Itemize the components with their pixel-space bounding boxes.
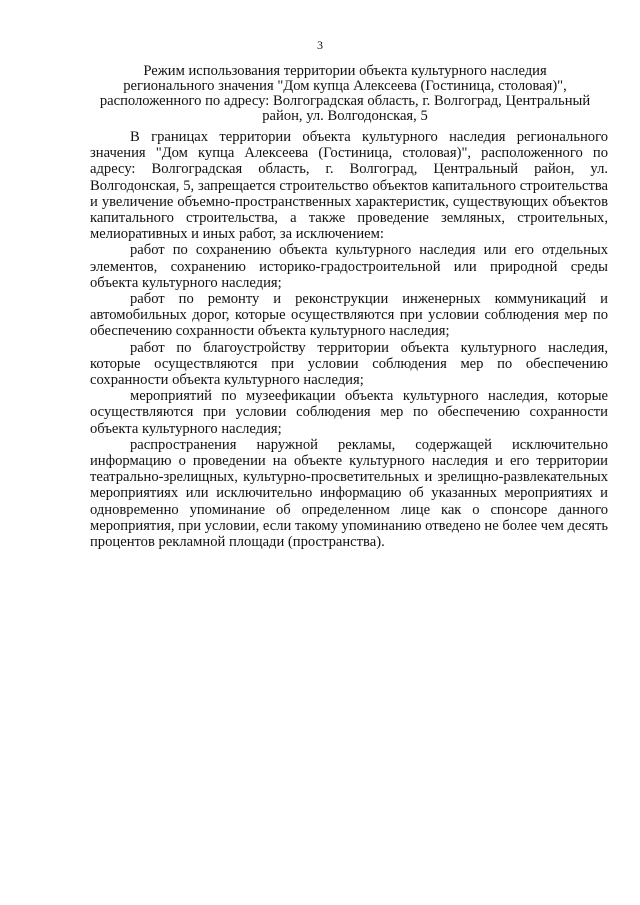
body-paragraph-exception: работ по сохранению объекта культурного наследия или его отдельных элементов, сохранению историко-градостроительной или природной среды объекта культурного наследия;	[90, 242, 608, 291]
body-paragraph-exception: мероприятий по музеефикации объекта культурного наследия, которые осуществляются при условии соблюдения мер по обеспечению сохранности объекта культурного наследия;	[90, 388, 608, 437]
title-line: регионального значения "Дом купца Алексеева (Гостиница, столовая)",	[123, 78, 567, 94]
body-paragraph-exception: работ по благоустройству территории объекта культурного наследия, которые осуществляются при условии соблюдения мер по обеспечению сохранности объекта культурного наследия;	[90, 339, 608, 389]
title-line: район, ул. Волгодонская, 5	[262, 108, 428, 124]
title-line: Режим использования территории объекта культурного наследия	[143, 63, 547, 79]
document-title	[80, 64, 610, 124]
page-number: 3	[317, 38, 323, 52]
body-paragraph-exception: работ по ремонту и реконструкции инженерных коммуникаций и автомобильных дорог, которые осуществляются при условии соблюдения мер по обеспечению сохранности объекта культурного наследия;	[90, 291, 608, 340]
document-body	[90, 129, 608, 550]
body-paragraph-intro: В границах территории объекта культурного наследия регионального значения "Дом купца Алексеева (Гостиница, столовая)", расположенного по адресу: Волгоградская область, г. Волгоград, Центральный район, ул. Волгодонская, 5, запрещается строительство объектов капитального строительства и увеличение объемно-пространственных характеристик, существующих объектов капитального строительства, а также проведение земляных, строительных, мелиоративных и иных работ, за исключением:	[90, 129, 608, 243]
title-line: расположенного по адресу: Волгоградская область, г. Волгоград, Центральный	[99, 93, 591, 109]
body-paragraph-exception: распространения наружной рекламы, содержащей исключительно информацию о проведении на объекте культурного наследия и его территории театрально-зрелищных, культурно-просветительных и зрелищно-развлекательных мероприятиях или исключительно информацию об указанных мероприятиях и одновременно упоминание об определенном лице как о спонсоре данного мероприятия, при условии, если такому упоминанию отведено не более чем десять процентов рекламной площади (пространства).	[90, 436, 608, 551]
